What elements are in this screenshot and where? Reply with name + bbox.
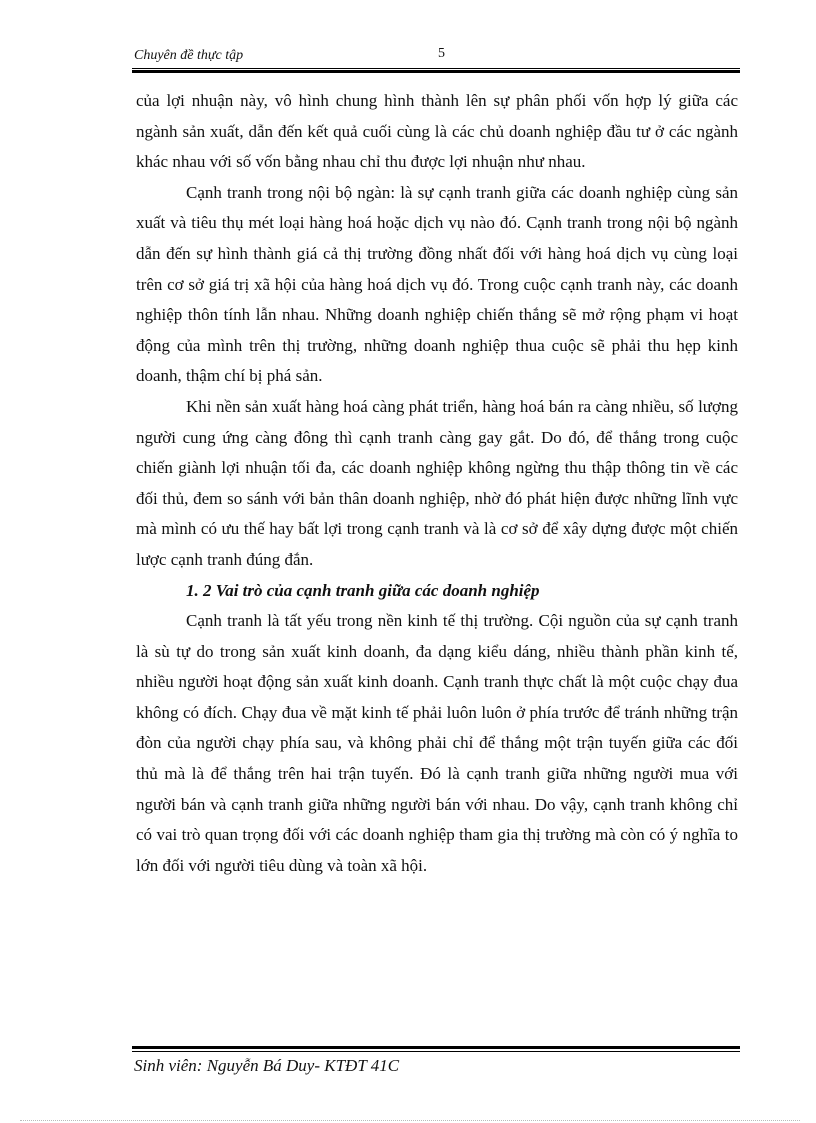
paragraph-internal-competition: Cạnh tranh trong nội bộ ngàn: là sự cạnh tranh giữa các doanh nghiệp cùng sản xuất và tiêu thụ mét loại hàng hoá hoặc dịch vụ nào đó. Cạnh tranh trong nội bộ ngành dẫn đến sự hình thành giá cả thị trường đồng nhất đối với hàng hoá dịch vụ cùng loại trên cơ sở giá trị xã hội của hàng hoá dịch vụ đó. Trong cuộc cạnh tranh này, các doanh nghiệp thôn tính lẫn nhau. Những doanh nghiệp chiến thắng sẽ mở rộng phạm vi hoạt động của mình trên thị trường, những doanh nghiệp thua cuộc sẽ phải thu hẹp kinh doanh, thậm chí bị phá sản. [136, 182, 738, 386]
footer-author: Sinh viên: Nguyễn Bá Duy- KTĐT 41C [134, 1056, 400, 1075]
body-text [136, 86, 738, 881]
paragraph-market-development: Khi nền sản xuất hàng hoá càng phát triển, hàng hoá bán ra càng nhiều, số lượng người cung ứng càng đông thì cạnh tranh càng gay gắt. Do đó, để thắng trong cuộc chiến giành lợi nhuận tối đa, các doanh nghiệp không ngừng thu thập thông tin về các đối thủ, đem so sánh với bản thân doanh nghiệp, nhờ đó phát hiện được những lĩnh vực mà mình có ưu thế hay bất lợi trong cạnh tranh và là cơ sở để xây dựng được một chiến lược cạnh tranh đúng đắn. [136, 396, 738, 569]
page-number: 5 [438, 46, 445, 61]
header-title: Chuyên đề thực tập [134, 48, 244, 63]
header-divider [132, 68, 740, 73]
page-edge [20, 1120, 800, 1121]
section-heading: 1. 2 Vai trò của cạnh tranh giữa các doanh nghiệp [186, 580, 540, 600]
paragraph-continuation: của lợi nhuận này, vô hình chung hình thành lên sự phân phối vốn hợp lý giữa các ngành sản xuất, dẫn đến kết quả cuối cùng là các chủ doanh nghiệp đầu tư ở các ngành khác nhau với số vốn bằng nhau chỉ thu được lợi nhuận như nhau. [136, 91, 738, 172]
paragraph-role-of-competition: Cạnh tranh là tất yếu trong nền kinh tế thị trường. Cội nguồn của sự cạnh tranh là sù tự do trong sản xuất kinh doanh, đa dạng kiểu dáng, nhiều thành phần kinh tế, nhiều người hoạt động sản xuất kinh doanh. Cạnh tranh thực chất là một cuộc chạy đua không có đích. Chạy đua về mặt kinh tế phải luôn luôn ở phía trước để tránh những trận đòn của người chạy phía sau, và không phải chỉ để thắng một trận tuyến giữa các đối thủ mà là để thắng trên hai trận tuyến. Đó là cạnh tranh giữa những người mua với người bán và cạnh tranh giữa những người bán với nhau. Do vậy, cạnh tranh không chỉ có vai trò quan trọng đối với các doanh nghiệp tham gia thị trường mà còn có ý nghĩa to lớn đối với người tiêu dùng và toàn xã hội. [136, 611, 738, 875]
footer-divider [132, 1046, 740, 1052]
